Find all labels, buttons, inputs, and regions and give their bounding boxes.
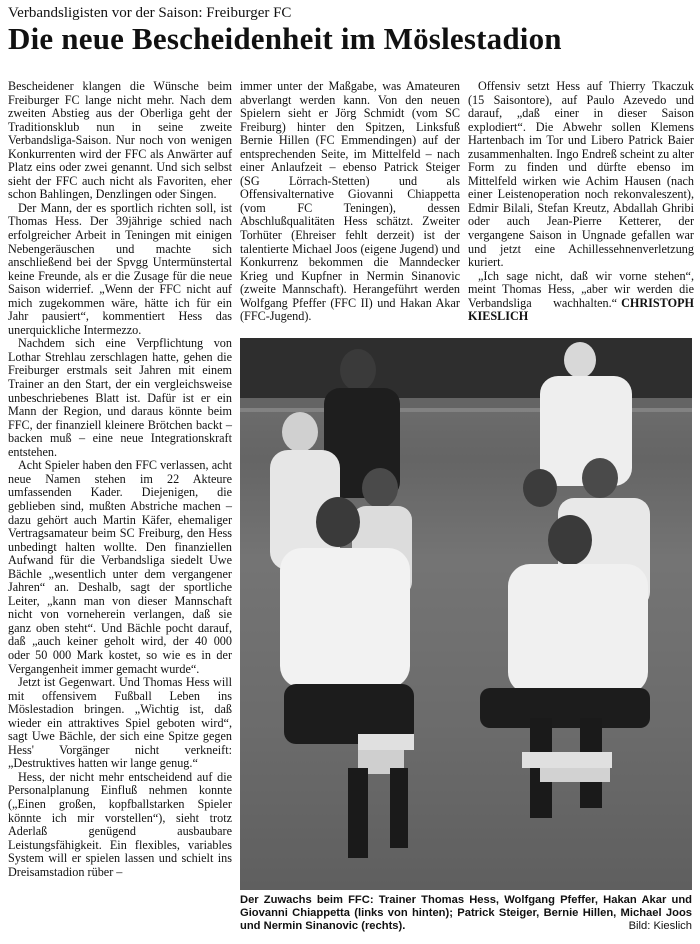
paragraph: Nachdem sich eine Verpflichtung von Lothar Strehlau zerschlagen hatte, gehen die Freiburger erstmals seit Jahren mit einem Trainer an den Start, der ein vergleichsweise unbeschriebenes Blatt ist. Dafür ist er ein Mann der Region, und daraus könnte beim FFC, der finanziell kleinere Brötchen backt – backen muß – eine neue Integrationskraft entstehen.	[8, 336, 232, 459]
photo-caption	[240, 894, 692, 934]
paragraph	[468, 270, 694, 324]
paragraph: immer unter der Maßgabe, was Amateuren abverlangt werden kann. Von den neuen Spielern sieht er Jörg Schmidt (vom SC Freiburg) hinter den Spitzen, Linksfuß Bernie Hillen (FC Emmendingen) auf der entsprechenden Seite, im Mittelfeld – nach einer Anlaufzeit – ebenso Patrick Steiger (SG Lörrach-Stetten) und als Offensivalternative Giovanni Chiappetta (vom FC Teningen), dessen Abschlußqualitäten Hess schätzt. Zweiter Torhüter (Ehreiser fehlt derzeit) ist der talentierte Michael Joos (eigene Jugend) und Konkurrenz bekommen die Manndecker Krieg und Kupfner in Nermin Sinanovic (zweite Mannschaft). Herangeführt werden Wolfgang Pfeffer (FFC II) und Hakan Akar (FFC-Jugend).	[240, 79, 460, 324]
column-2	[240, 80, 460, 324]
column-3	[468, 80, 694, 324]
paragraph: Offensiv setzt Hess auf Thierry Tkaczuk (15 Saisontore), auf Paulo Azevedo und darauf, „daß einer in dieser Saison explodiert“. Die Abwehr sollen Klemens Hartenbach im Tor und Libero Patrick Baier zusammenhalten. Ingo Endreß scheint zu alter Form zu finden und dürfte ebenso im Mittelfeld wirken wie Achim Hausen (nach einer Leistenoperation noch rekonvaleszent), Edmir Bilali, Stefan Kreutz, Abdallah Ghribi oder auch Jean-Pierre Ketterer, der vergangene Saison in Ungnade gefallen war und jetzt eine Achillessehnenverletzung kuriert.	[468, 79, 694, 270]
paragraph: Jetzt ist Gegenwart. Und Thomas Hess will mit offensivem Fußball Leben ins Möslestadion bringen. „Wichtig ist, daß wieder ein attraktives Spiel geboten wird“, sagt Uwe Bächle, der sich eine Spitze gegen Hess' Vorgänger nicht verkneift: „Destruktives hatten wir lange genug.“	[8, 675, 232, 771]
team-photo	[240, 338, 692, 890]
kicker: Verbandsligisten vor der Saison: Freiburger FC	[8, 5, 292, 21]
paragraph: Bescheidener klangen die Wünsche beim Freiburger FC lange nicht mehr. Nach dem zweiten Abstieg aus der Oberliga geht der Traditionsklub nun in seine zweite Verbandsliga-Saison. Nur noch von wenigen Konkurrenten wird der FFC als Anwärter auf Platz eins oder zwei genannt. Und sich selbst sieht der FFC auch nicht als Favoriten, eher schon Bahlingen, Denzlingen oder Singen.	[8, 79, 232, 202]
paragraph: Hess, der nicht mehr entscheidend auf die Personalplanung Einfluß nehmen konnte („Einen großen, kopfballstarken Spieler könnte ich mir vorstellen“), sieht trotz Aderlaß genügend ausbaubare Leistungsfähigkeit. Ein flexibles, variables System will er spielen lassen und schielt ins Dreisamstadion rüber –	[8, 769, 232, 879]
closing-quote: „Ich sage nicht, daß wir vorne stehen“, meint Thomas Hess, „aber wir werden die Verbandsliga wachhalten.“	[468, 268, 694, 310]
team-photo-illustration	[240, 338, 692, 890]
paragraph: Der Mann, der es sportlich richten soll, ist Thomas Hess. Der 39jährige schied nach erfolgreicher Arbeit in Teningen mit einigen Nebengeräuschen und machte sich anschließend bei der Spvgg Untermünstertal keine Freunde, als er die Zusage für die neue Saison widerrief. „Wenn der FFC nicht auf mich zugekommen wäre, hätte ich für ein Jahr pausiert“, kommentiert Hess das unerquickliche Intermezzo.	[8, 200, 232, 337]
byline: CHRISTOPH KIESLICH	[468, 295, 694, 324]
photo-credit: Bild: Kieslich	[628, 920, 692, 933]
paragraph: Acht Spieler haben den FFC verlassen, acht neue Namen stehen im 22 Akteure umfassenden Kader. Diejenigen, die geblieben sind, mußten Abstriche machen – dazu gehört auch Martin Käfer, ehemaliger Vertragsamateur beim SC Freiburg, den Hess unbedingt halten wollte. Den finanziellen Aufwand für die Verbandsliga siedelt Uwe Bächle „wesentlich unter dem vergangener Jahren“ an. Deshalb, sagt der sportliche Leiter, „kann man von dieser Mannschaft nicht von vorneherein verlangen, daß sie ganz oben steht“. Und Bächle pocht darauf, daß „auch keiner geholt wird, der 40 000 oder 50 000 Mark kostet, so wie es in der Vergangenheit immer gemacht wurde“.	[8, 458, 232, 676]
column-1	[8, 80, 232, 879]
caption-text: Der Zuwachs beim FFC: Trainer Thomas Hess, Wolfgang Pfeffer, Hakan Akar und Giovanni Chiappetta (links von hinten); Patrick Steiger, Bernie Hillen, Michael Joos und Nermin Sinanovic (rechts).	[240, 894, 692, 933]
headline: Die neue Bescheidenheit im Möslestadion	[8, 21, 562, 56]
